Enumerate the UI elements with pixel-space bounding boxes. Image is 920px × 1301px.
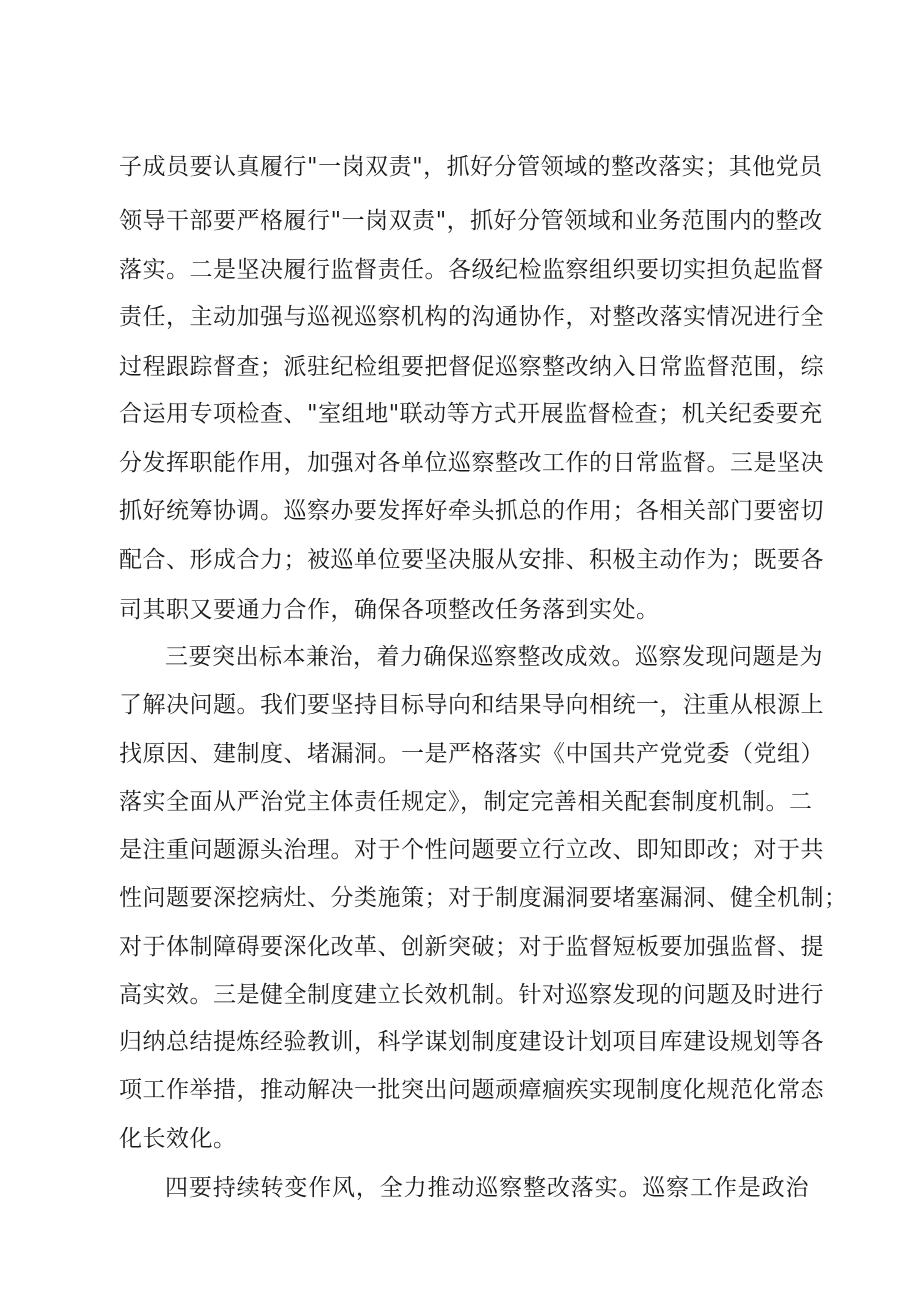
text-line: 抓好统筹协调。巡察办要发挥好牵头抓总的作用；各相关部门要密切 (119, 498, 824, 524)
paragraph-first-line: 四要持续转变作风，全力推动巡察整改落实。巡察工作是政治 (165, 1175, 809, 1201)
text-line: 合运用专项检查、"室组地"联动等方式开展监督检查；机关纪委要充 (119, 401, 823, 427)
text-line: 找原因、建制度、堵漏洞。一是严格落实《中国共产党党委（党组） (119, 741, 824, 767)
text-line: 归纳总结提炼经验教训，科学谋划制度建设计划项目库建设规划等各 (119, 1029, 824, 1055)
text-line: 落实全面从严治党主体责任规定》，制定完善相关配套制度机制。二 (119, 789, 813, 815)
text-line: 司其职又要通力合作，确保各项整改任务落到实处。 (119, 597, 660, 623)
text-line: 配合、形成合力；被巡单位要坚决服从安排、积极主动作为；既要各 (119, 547, 824, 573)
text-line: 落实。二是坚决履行监督责任。各级纪检监察组织要切实担负起监督 (119, 257, 824, 283)
text-line: 高实效。三是健全制度建立长效机制。针对巡察发现的问题及时进行 (119, 982, 824, 1008)
paragraph-first-line: 三要突出标本兼治，着力确保巡察整改成效。巡察发现问题是为 (165, 644, 823, 670)
text-line: 分发挥职能作用，加强对各单位巡察整改工作的日常监督。三是坚决 (119, 450, 824, 476)
text-line: 项工作举措，推动解决一批突出问题顽瘴痼疾实现制度化规范化常态 (119, 1077, 824, 1103)
text-line: 是注重问题源头治理。对于个性问题要立行立改、即知即改；对于共 (119, 837, 824, 863)
text-line: 对于体制障碍要深化改革、创新突破；对于监督短板要加强监督、提 (119, 934, 824, 960)
text-line: 化长效化。 (119, 1126, 237, 1152)
text-line: 了解决问题。我们要坚持目标导向和结果导向相统一，注重从根源上 (119, 692, 824, 718)
text-line: 性问题要深挖病灶、分类施策；对于制度漏洞要堵塞漏洞、健全机制； (119, 885, 848, 911)
text-line: 领导干部要严格履行"一岗双责"，抓好分管领域和业务范围内的整改 (119, 208, 823, 234)
text-line: 过程跟踪督查；派驻纪检组要把督促巡察整改纳入日常监督范围，综 (119, 354, 824, 380)
text-line: 责任，主动加强与巡视巡察机构的沟通协作，对整改落实情况进行全 (119, 304, 824, 330)
text-line: 子成员要认真履行"一岗双责"，抓好分管领域的整改落实；其他党员 (119, 154, 823, 180)
